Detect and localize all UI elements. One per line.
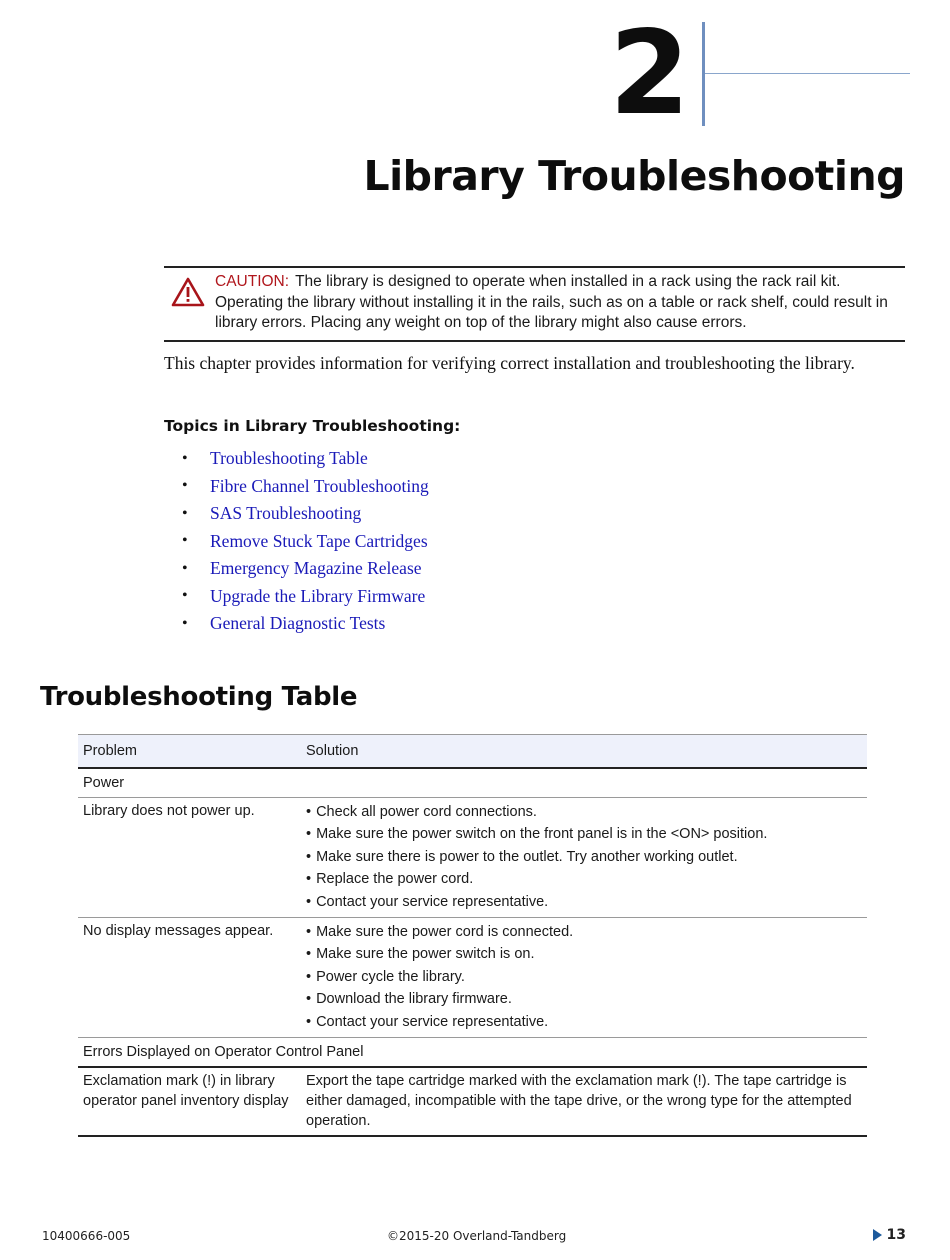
next-page-arrow-icon[interactable] xyxy=(873,1229,882,1241)
solution-item: • Download the library firmware. xyxy=(306,988,862,1010)
solution-item: • Power cycle the library. xyxy=(306,966,862,988)
solution-item: • Make sure there is power to the outlet. Try another working outlet. xyxy=(306,846,862,868)
table-header-row xyxy=(78,735,867,769)
solution-cell xyxy=(301,798,867,918)
problem-cell: Exclamation mark (!) in library operator panel inventory display xyxy=(78,1067,301,1136)
caution-label: CAUTION: xyxy=(215,273,290,290)
warning-triangle-icon xyxy=(170,276,206,308)
topic-item xyxy=(182,610,429,638)
solution-item: • Contact your service representative. xyxy=(306,1011,862,1033)
solution-cell: Export the tape cartridge marked with the exclamation mark (!). The tape cartridge is either damaged, incompatible with the tape drive, or the wrong type for the attempted operation. xyxy=(301,1067,867,1136)
problem-cell: No display messages appear. xyxy=(78,918,301,1038)
topic-link-sas[interactable]: SAS Troubleshooting xyxy=(210,503,362,524)
topic-item xyxy=(182,500,429,528)
chapter-number: 2 xyxy=(609,6,688,141)
solution-item: • Make sure the power switch on the front panel is in the <ON> position. xyxy=(306,823,862,845)
table-group-row xyxy=(78,1038,867,1068)
column-header-problem: Problem xyxy=(78,735,301,769)
column-header-solution: Solution xyxy=(301,735,867,769)
chapter-vertical-rule xyxy=(702,22,705,126)
problem-cell: Library does not power up. xyxy=(78,798,301,918)
table-group-row xyxy=(78,768,867,798)
bullet-icon: • xyxy=(182,532,188,550)
topic-link-upgrade-firmware[interactable]: Upgrade the Library Firmware xyxy=(210,585,426,606)
topic-item xyxy=(182,555,429,583)
topic-link-fibre-channel[interactable]: Fibre Channel Troubleshooting xyxy=(210,475,429,496)
topic-item xyxy=(182,528,429,556)
table-row xyxy=(78,1067,867,1136)
topic-item xyxy=(182,473,429,501)
solution-list xyxy=(306,921,862,1033)
topics-list xyxy=(182,445,429,638)
footer-doc-number: 10400666-005 xyxy=(42,1229,131,1243)
caution-body: The library is designed to operate when installed in a rack using the rack rail kit. Operating the library without installing it in the rails, such as on a table or rack shelf, could result in library errors. Placing any weight on top of the library might also cause errors. xyxy=(215,273,888,331)
topic-item xyxy=(182,445,429,473)
bullet-icon: • xyxy=(182,449,188,467)
table-row xyxy=(78,798,867,918)
topic-item xyxy=(182,583,429,611)
bullet-icon: • xyxy=(182,477,188,495)
group-title-errors: Errors Displayed on Operator Control Panel xyxy=(78,1038,867,1068)
solution-item: • Check all power cord connections. xyxy=(306,801,862,823)
topic-link-diagnostic-tests[interactable]: General Diagnostic Tests xyxy=(210,613,386,634)
chapter-title: Library Troubleshooting xyxy=(363,152,905,200)
topics-heading: Topics in Library Troubleshooting: xyxy=(164,417,461,435)
solution-list xyxy=(306,801,862,913)
topic-link-troubleshooting-table[interactable]: Troubleshooting Table xyxy=(210,448,368,469)
section-heading: Troubleshooting Table xyxy=(40,682,358,712)
intro-paragraph: This chapter provides information for verifying correct installation and troubleshooting the library. xyxy=(164,353,855,373)
page-number: 13 xyxy=(886,1227,906,1243)
troubleshooting-table xyxy=(78,734,867,1137)
topic-link-magazine-release[interactable]: Emergency Magazine Release xyxy=(210,558,422,579)
solution-item: • Replace the power cord. xyxy=(306,868,862,890)
footer-page xyxy=(873,1227,906,1243)
solution-item: • Make sure the power switch is on. xyxy=(306,943,862,965)
group-title-power: Power xyxy=(78,768,867,798)
topic-link-stuck-cartridges[interactable]: Remove Stuck Tape Cartridges xyxy=(210,530,428,551)
bullet-icon: • xyxy=(182,559,188,577)
bullet-icon: • xyxy=(182,587,188,605)
solution-item: • Make sure the power cord is connected. xyxy=(306,921,862,943)
bullet-icon: • xyxy=(182,504,188,522)
bullet-icon: • xyxy=(182,614,188,632)
caution-text xyxy=(215,272,895,334)
solution-cell xyxy=(301,918,867,1038)
chapter-horizontal-rule xyxy=(705,73,910,74)
solution-item: • Contact your service representative. xyxy=(306,891,862,913)
caution-box xyxy=(164,266,905,342)
footer-copyright: ©2015-20 Overland-Tandberg xyxy=(387,1229,567,1243)
table-row xyxy=(78,918,867,1038)
